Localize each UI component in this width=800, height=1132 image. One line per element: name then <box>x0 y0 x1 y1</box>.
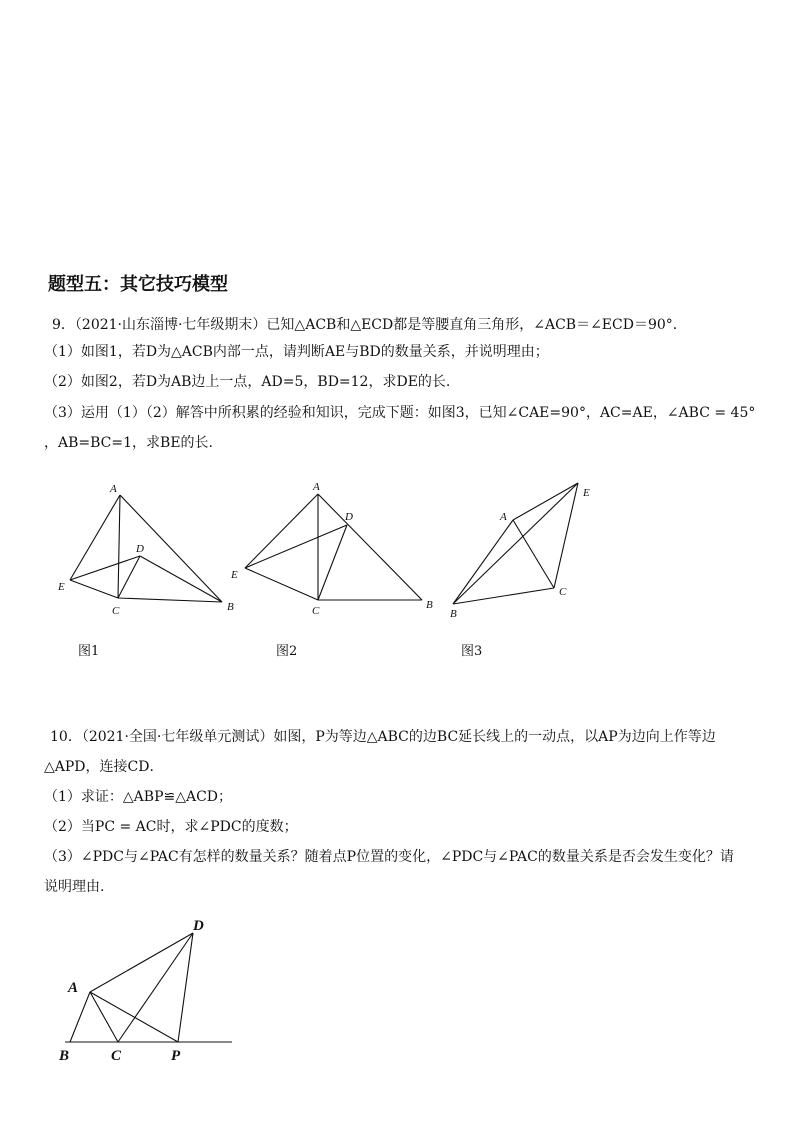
fig2-label-c: C <box>312 605 320 617</box>
fig1-caption: 图1 <box>78 644 100 659</box>
fig2-label-b: B <box>426 599 433 611</box>
q9-part3-line1: （3）运用（1）（2）解答中所积累的经验和知识，完成下题：如图3，已知∠CAE=90°，AC=AE，∠ABC = 45° <box>44 405 756 421</box>
fig3-label-e: E <box>583 487 590 499</box>
section-title: 题型五：其它技巧模型 <box>48 274 228 295</box>
q9-part3-line2: ，AB=BC=1，求BE的长. <box>44 435 213 451</box>
q10-label-p: P <box>171 1048 181 1064</box>
fig2-caption: 图2 <box>276 644 298 659</box>
fig3-label-b: B <box>450 608 457 620</box>
q9-part1: （1）如图1，若D为△ACB内部一点，请判断AE与BD的数量关系，并说明理由； <box>44 344 549 360</box>
fig1-label-a: A <box>110 483 117 495</box>
q10-label-a: A <box>68 980 79 996</box>
q10-lines <box>65 933 232 1042</box>
q9-part2: （2）如图2，若D为AB边上一点，AD=5，BD=12，求DE的长. <box>44 374 451 390</box>
q10-part2: （2）当PC = AC时，求∠PDC的度数； <box>44 819 298 835</box>
fig2-label-a: A <box>313 481 320 493</box>
q10-segment-dp <box>178 933 193 1042</box>
fig1-label-d: D <box>136 543 144 555</box>
q9-stem: 9．（2021·山东淄博·七年级期末）已知△ACB和△ECD都是等腰直角三角形，∠ACB＝∠ECD＝90°． <box>52 317 687 333</box>
q10-label-b: B <box>59 1048 70 1064</box>
q10-stem-line1: 10．（2021·全国·七年级单元测试）如图，P为等边△ABC的边BC延长线上的一动点，以AP为边向上作等边 <box>50 729 716 745</box>
fig1-label-c: C <box>112 605 120 617</box>
fig2-label-d: D <box>345 511 353 523</box>
q10-segment-ad <box>90 933 193 992</box>
fig3-label-a: A <box>500 511 507 523</box>
q10-label-d: D <box>193 918 204 934</box>
q10-stem-line2: △APD，连接CD． <box>44 759 164 775</box>
q10-label-c: C <box>111 1048 122 1064</box>
fig1-label-e: E <box>58 581 65 593</box>
q10-part1: （1）求证：△ABP≌△ACD； <box>44 789 233 805</box>
fig3-label-c: C <box>559 586 567 598</box>
fig3-caption: 图3 <box>461 644 483 659</box>
q10-segment-ap <box>90 992 178 1042</box>
q10-segment-dc <box>118 933 193 1042</box>
q10-part3-line2: 说明理由. <box>44 879 105 895</box>
q10-segment-ab <box>70 992 90 1042</box>
fig2-label-e: E <box>231 569 238 581</box>
fig1-label-b: B <box>227 601 234 613</box>
q10-part3-line1: （3）∠PDC与∠PAC有怎样的数量关系？随着点P位置的变化，∠PDC与∠PAC的数量关系是否会发生变化？请 <box>44 849 734 865</box>
